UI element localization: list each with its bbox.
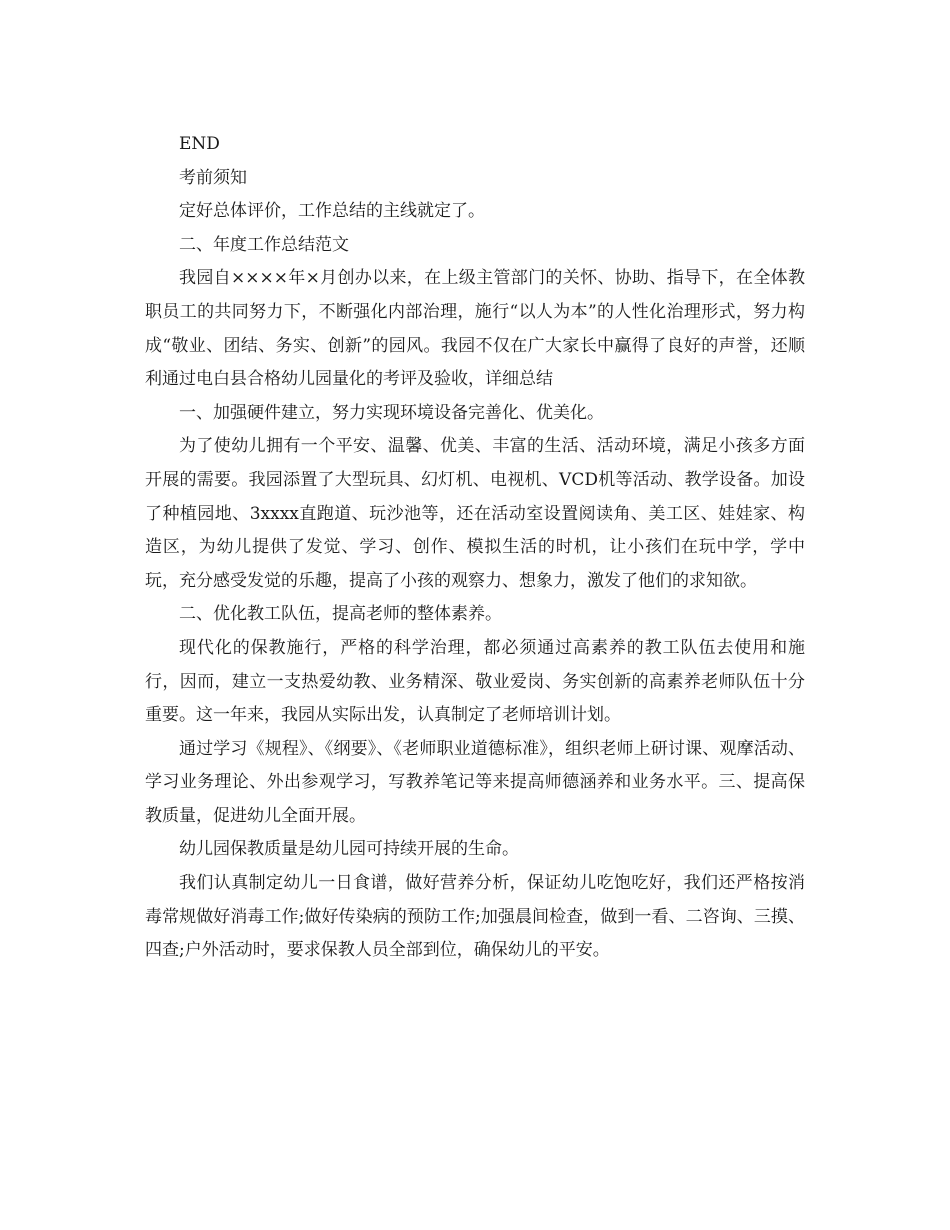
paragraph-notice-heading: 考前须知 — [179, 167, 247, 188]
paragraph-end-marker: END — [179, 134, 220, 154]
document-body — [145, 128, 805, 968]
paragraph-summary-line: 定好总体评价，工作总结的主线就定了。 — [179, 201, 485, 222]
paragraph-intro: 我园自××××年×月创办以来，在上级主管部门的关怀、协助、指导下，在全体教职员工的共同努力下，不断强化内部治理，施行“以人为本”的人性化治理形式，努力构成“敬业、团结、务实、创新”的园风。我园不仅在广大家长中赢得了良好的声誉，还顺利通过电白县合格幼儿园量化的考评及验收，详细总结 — [145, 268, 805, 390]
paragraph-staff: 现代化的保教施行，严格的科学治理，都必须通过高素养的教工队伍去使用和施行，因而，建立一支热爱幼教、业务精深、敬业爱岗、务实创新的高素养老师队伍十分重要。这一年来，我园从实际出发，认真制定了老师培训计划。 — [145, 637, 805, 726]
section-heading-sample: 二、年度工作总结范文 — [179, 234, 349, 255]
paragraph-training: 通过学习《规程》、《纲要》、《老师职业道德标准》，组织老师上研讨课、观摩活动、学习业务理论、外出参观学习，写教养笔记等来提高师德涵养和业务水平。三、提高保教质量，促进幼儿全面开展。 — [145, 738, 805, 826]
paragraph-quality: 幼儿园保教质量是幼儿园可持续开展的生命。 — [179, 839, 519, 860]
paragraph-hardware: 为了使幼儿拥有一个平安、温馨、优美、丰富的生活、活动环境，满足小孩多方面开展的需要。我园添置了大型玩具、幻灯机、电视机、VCD机等活动、教学设备。加设了种植园地、3xxxx直跑道、玩沙池等，还在活动室设置阅读角、美工区、娃娃家、构造区，为幼儿提供了发觉、学习、创作、模拟生活的时机，让小孩们在玩中学，学中玩，充分感受发觉的乐趣，提高了小孩的观察力、想象力，激发了他们的求知欲。 — [145, 436, 805, 591]
paragraph-health: 我们认真制定幼儿一日食谱，做好营养分析，保证幼儿吃饱吃好，我们还严格按消毒常规做好消毒工作;做好传染病的预防工作;加强晨间检查，做到一看、二咨询、三摸、四查;户外活动时，要求保教人员全部到位，确保幼儿的平安。 — [145, 873, 805, 961]
section-heading-hardware: 一、加强硬件建立，努力实现环境设备完善化、优美化。 — [179, 402, 604, 423]
section-heading-staff: 二、优化教工队伍，提高老师的整体素养。 — [179, 604, 502, 625]
